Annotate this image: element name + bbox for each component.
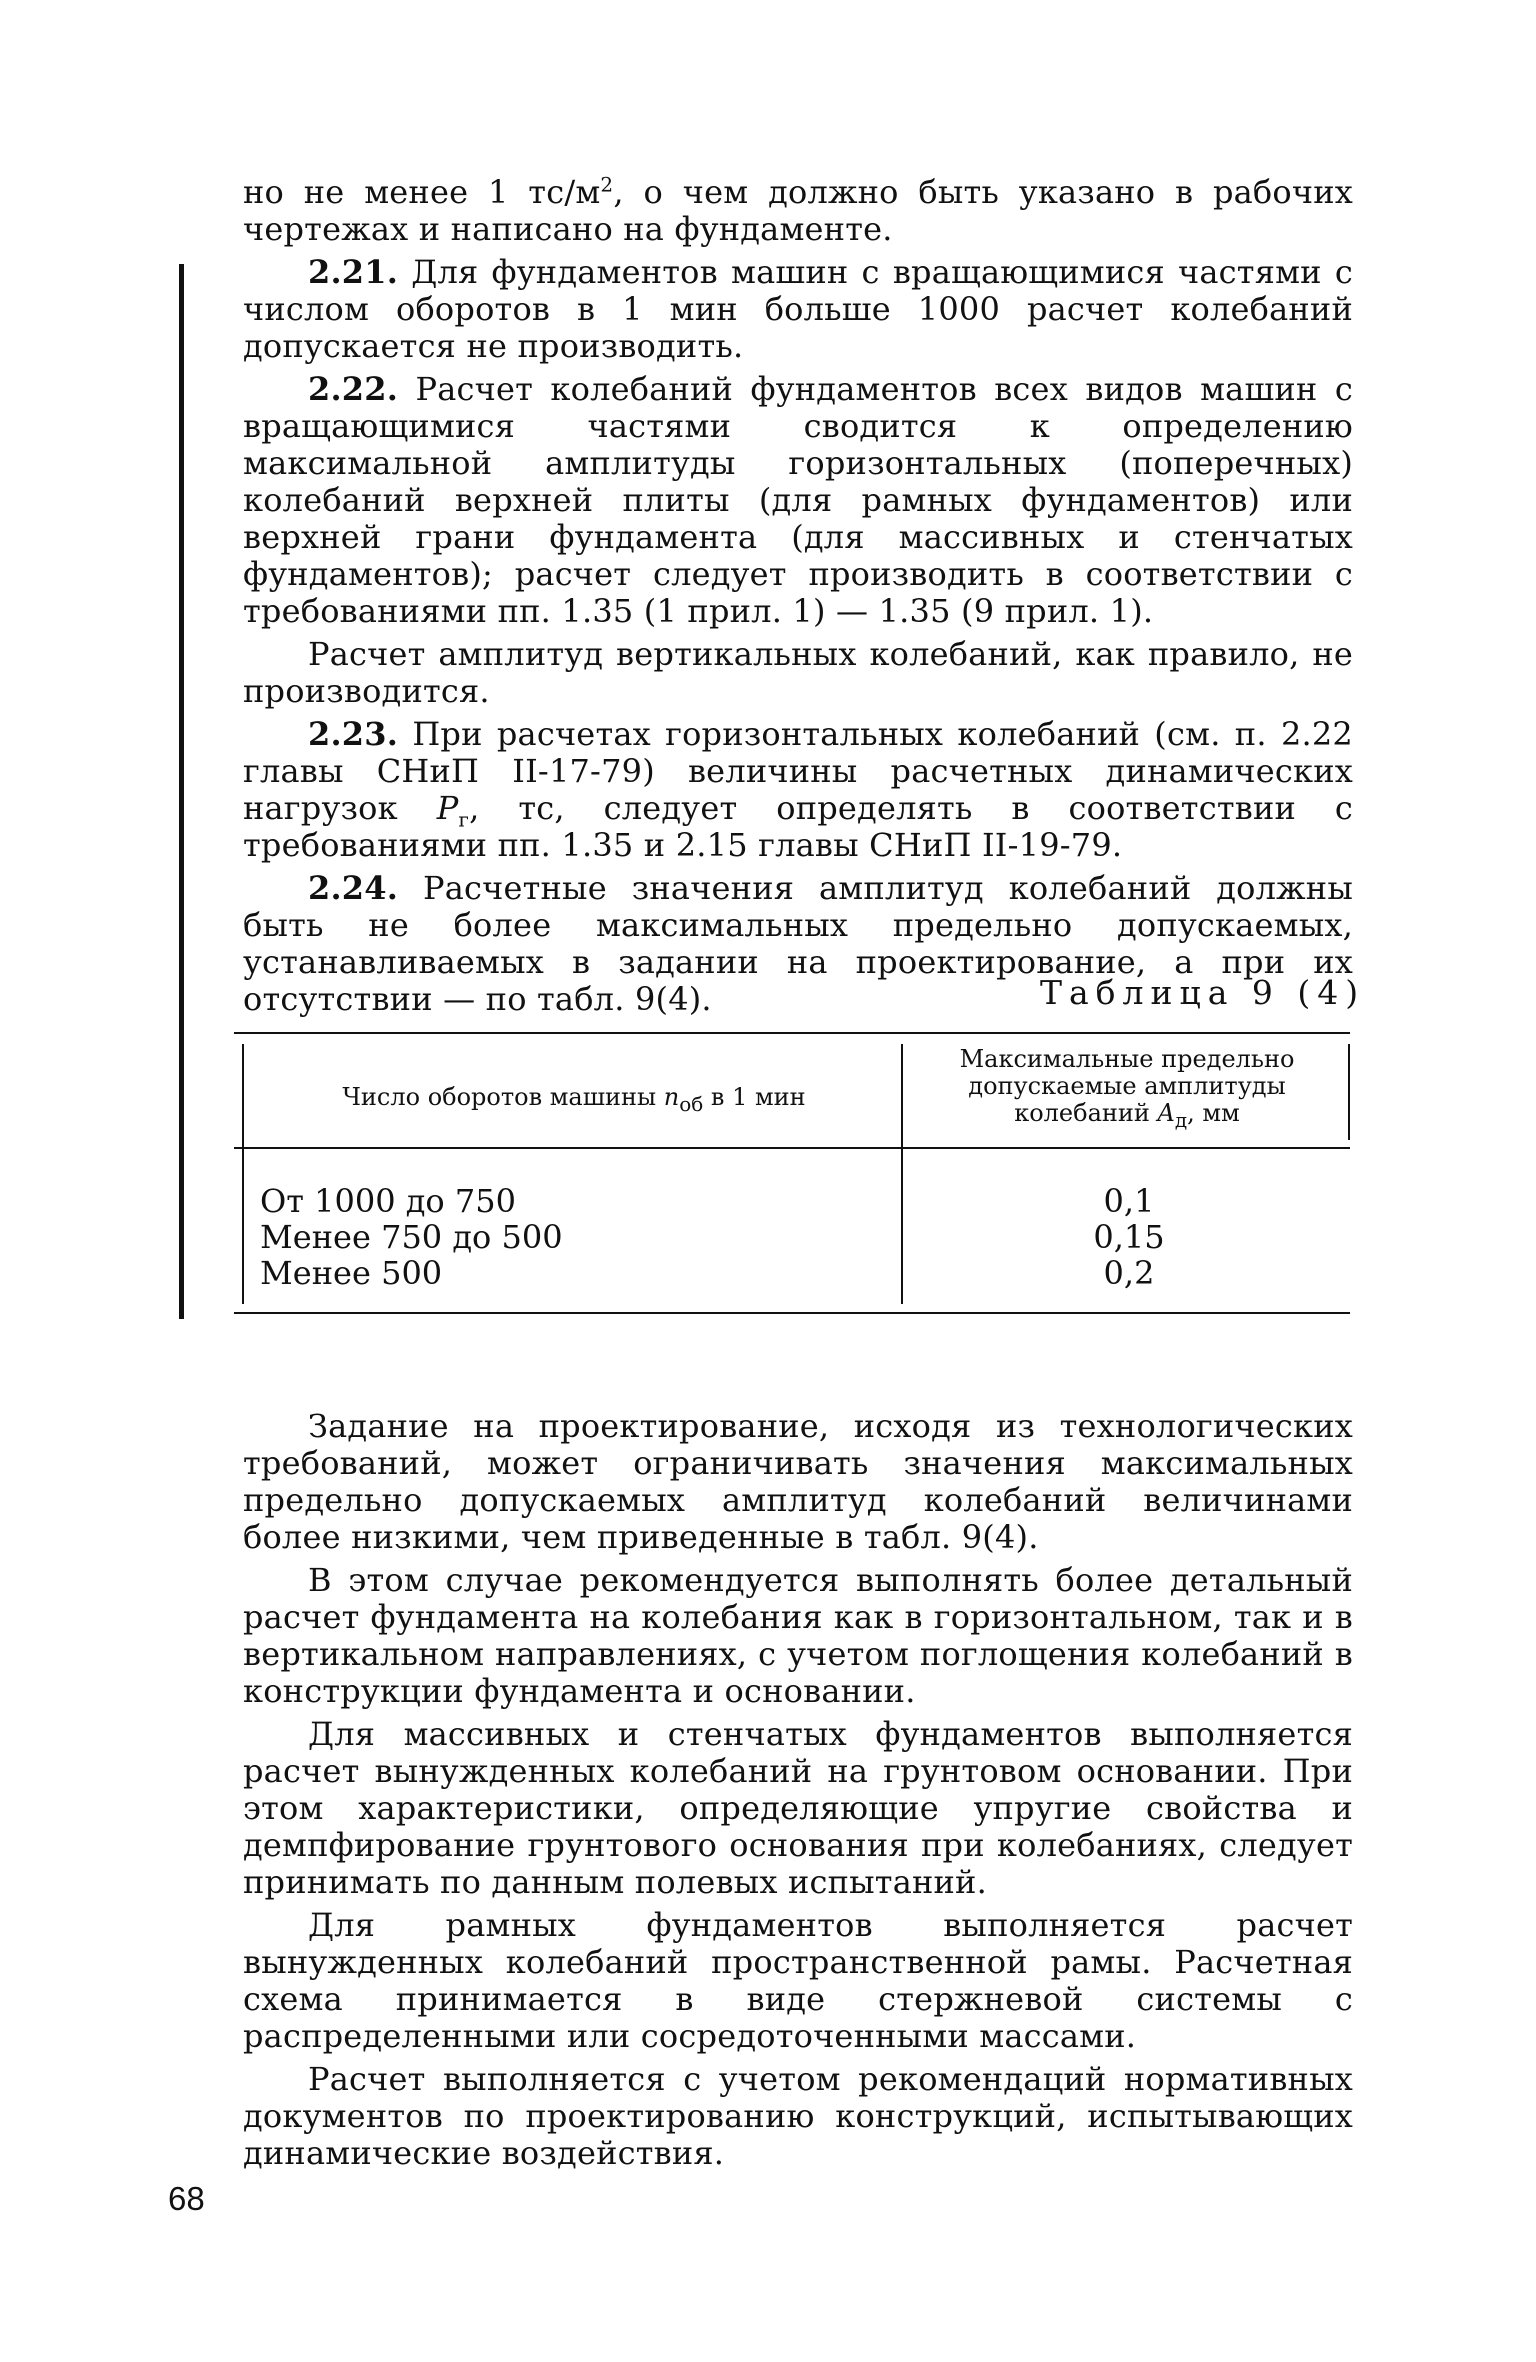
table-right-border [1348, 1044, 1350, 1140]
paragraph-task: Задание на проектирование, исходя из технологических требований, может ограничивать значения максимальных предельно допускаемых амплитуд колебаний величинами более низкими, чем приведенные в табл. 9(4). [243, 1407, 1353, 1556]
paragraph-final: Расчет выполняется с учетом рекомендаций нормативных документов по проектированию конструкций, испытывающих динамические воздействия. [243, 2060, 1353, 2172]
lower-text-block [243, 1408, 1353, 2178]
table-row-amplitude: 0,2 [1103, 1254, 1155, 1292]
clause-number: 2.21. [308, 253, 399, 291]
table-column-divider [901, 1044, 903, 1304]
paragraph-top: но не менее 1 $тс/м^2$, о чем должно быть указано в рабочих чертежах и написано на фундаменте. [243, 172, 1353, 248]
table-left-border [242, 1044, 244, 1304]
column-header-speed: Число оборотов машины $n_{об}$ в 1 мин [342, 1083, 806, 1116]
clause-number: 2.23. [308, 715, 399, 753]
table-bottom-rule [234, 1312, 1350, 1314]
paragraph-vertical: Расчет амплитуд вертикальных колебаний, как правило, не производится. [243, 635, 1353, 710]
paragraph-frame: Для рамных фундаментов выполняется расчет вынужденных колебаний пространственной рамы. Расчетная схема принимается в виде стержневой системы с распределенными или сосредоточенными массами. [243, 1906, 1353, 2055]
amplitude-table [234, 1032, 1350, 1314]
table-title: Таблица 9 (4) [1040, 973, 1366, 1012]
table-row-speed: Менее 500 [260, 1254, 443, 1292]
paragraph-2-23: 2.23. При расчетах горизонтальных колебаний (см. п. 2.22 главы СНиП II-17-79) величины расчетных динамических нагрузок $P_г$, тс, следует определять в соответствии с требованиями пп. 1.35 и 2.15 главы СНиП II-19-79. [243, 715, 1353, 864]
table-top-rule [234, 1032, 1350, 1034]
table-row-speed: Менее 750 до 500 [260, 1218, 563, 1256]
clause-number: 2.22. [308, 370, 399, 408]
paragraph-massive: Для массивных и стенчатых фундаментов выполняется расчет вынужденных колебаний на грунтовом основании. При этом характеристики, определяющие упругие свойства и демпфирование грунтового основания при колебаниях, следует принимать по данным полевых испытаний. [243, 1715, 1353, 1901]
page-number: 68 [168, 2180, 205, 2217]
clause-number: 2.24. [308, 869, 399, 907]
paragraph-case: В этом случае рекомендуется выполнять более детальный расчет фундамента на колебания как в горизонтальном, так и в вертикальном направлениях, с учетом поглощения колебаний в конструкции фундамента и основании. [243, 1561, 1353, 1710]
table-row-amplitude: 0,15 [1093, 1218, 1165, 1256]
table-header-rule [234, 1147, 1350, 1149]
column-header-amplitude: Максимальные предельно допускаемые амплитуды колебаний $A_д$, мм [959, 1045, 1295, 1132]
table-row-amplitude: 0,1 [1103, 1182, 1155, 1220]
paragraph-2-21: 2.21. Для фундаментов машин с вращающимися частями с числом оборотов в 1 мин больше 1000 расчет колебаний допускается не производить. [243, 253, 1353, 365]
table-row-speed: От 1000 до 750 [260, 1182, 516, 1220]
paragraph-2-22: 2.22. Расчет колебаний фундаментов всех видов машин с вращающимися частями сводится к определению максимальной амплитуды горизонтальных (поперечных) колебаний верхней плиты (для рамных фундаментов) или верхней грани фундамента (для массивных и стенчатых фундаментов); расчет следует производить в соответствии с требованиями пп. 1.35 (1 прил. 1) — 1.35 (9 прил. 1). [243, 370, 1353, 630]
upper-text-block [243, 174, 1353, 1024]
revision-bar [179, 264, 184, 1319]
paragraph-2-24: 2.24. Расчетные значения амплитуд колебаний должны быть не более максимальных предельно допускаемых, устанавливаемых в задании на проектирование, а при их отсутствии — по табл. 9(4). [243, 869, 1353, 1018]
